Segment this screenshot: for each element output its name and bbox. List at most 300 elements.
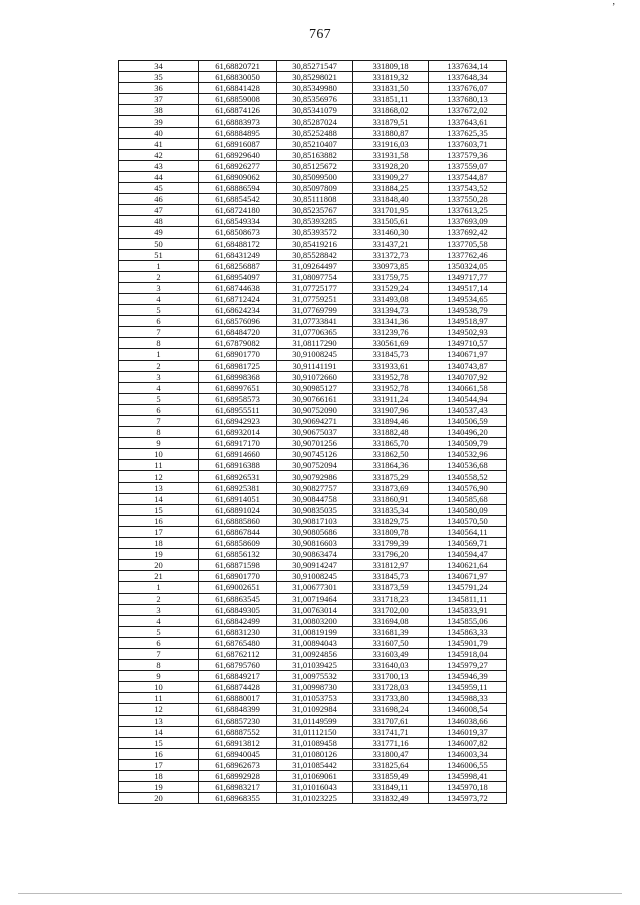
longitude-cell: 30,90985127 [277,382,353,393]
y-coordinate-cell: 1340496,20 [429,427,507,438]
point-number-cell: 2 [119,271,199,282]
latitude-cell: 61,69002651 [199,582,277,593]
latitude-cell: 61,68256887 [199,260,277,271]
longitude-cell: 31,00819199 [277,626,353,637]
corner-mark: ’ [612,2,616,13]
point-number-cell: 16 [119,748,199,759]
longitude-cell: 30,85252488 [277,127,353,138]
latitude-cell: 61,68842499 [199,615,277,626]
y-coordinate-cell: 1345863,33 [429,626,507,637]
latitude-cell: 61,68887552 [199,726,277,737]
point-number-cell: 19 [119,549,199,560]
table-row [119,349,507,360]
table-row [119,404,507,415]
latitude-cell: 61,68871598 [199,560,277,571]
x-coordinate-cell: 331694,08 [353,615,429,626]
point-number-cell: 51 [119,249,199,260]
point-number-cell: 6 [119,404,199,415]
x-coordinate-cell: 331864,36 [353,460,429,471]
latitude-cell: 61,68795760 [199,660,277,671]
x-coordinate-cell: 331505,61 [353,216,429,227]
latitude-cell: 61,68932014 [199,427,277,438]
y-coordinate-cell: 1340558,52 [429,471,507,482]
point-number-cell: 1 [119,582,199,593]
longitude-cell: 30,90745126 [277,449,353,460]
y-coordinate-cell: 1337579,36 [429,149,507,160]
point-number-cell: 13 [119,715,199,726]
latitude-cell: 61,68831230 [199,626,277,637]
table-row [119,526,507,537]
x-coordinate-cell: 331759,75 [353,271,429,282]
x-coordinate-cell: 331701,95 [353,205,429,216]
latitude-cell: 61,68841428 [199,83,277,94]
y-coordinate-cell: 1349518,97 [429,316,507,327]
x-coordinate-cell: 331952,78 [353,371,429,382]
longitude-cell: 31,07769799 [277,305,353,316]
x-coordinate-cell: 331529,24 [353,282,429,293]
y-coordinate-cell: 1340661,58 [429,382,507,393]
table-row [119,127,507,138]
y-coordinate-cell: 1337625,35 [429,127,507,138]
latitude-cell: 61,68431249 [199,249,277,260]
table-row [119,460,507,471]
latitude-cell: 61,68891024 [199,504,277,515]
longitude-cell: 31,01112150 [277,726,353,737]
latitude-cell: 61,68883973 [199,116,277,127]
y-coordinate-cell: 1337693,09 [429,216,507,227]
point-number-cell: 16 [119,515,199,526]
longitude-cell: 30,85356976 [277,94,353,105]
x-coordinate-cell: 331707,61 [353,715,429,726]
x-coordinate-cell: 331952,78 [353,382,429,393]
table-row [119,72,507,83]
latitude-cell: 61,68762112 [199,648,277,659]
point-number-cell: 7 [119,416,199,427]
table-row [119,371,507,382]
table-row [119,216,507,227]
x-coordinate-cell: 331771,16 [353,737,429,748]
point-number-cell: 43 [119,160,199,171]
point-number-cell: 44 [119,171,199,182]
latitude-cell: 61,68914660 [199,449,277,460]
longitude-cell: 30,90752094 [277,460,353,471]
y-coordinate-cell: 1345811,11 [429,593,507,604]
table-row [119,593,507,604]
longitude-cell: 30,90914247 [277,560,353,571]
latitude-cell: 61,68968355 [199,793,277,804]
table-row [119,637,507,648]
latitude-cell: 61,68981725 [199,360,277,371]
point-number-cell: 20 [119,560,199,571]
y-coordinate-cell: 1340537,43 [429,404,507,415]
table-row [119,360,507,371]
x-coordinate-cell: 331868,02 [353,105,429,116]
table-row [119,782,507,793]
y-coordinate-cell: 1337613,25 [429,205,507,216]
longitude-cell: 30,90844758 [277,493,353,504]
y-coordinate-cell: 1337762,46 [429,249,507,260]
longitude-cell: 30,91008245 [277,571,353,582]
coordinates-table-body [119,61,507,804]
point-number-cell: 41 [119,138,199,149]
x-coordinate-cell: 331880,87 [353,127,429,138]
latitude-cell: 61,68712424 [199,293,277,304]
point-number-cell: 14 [119,726,199,737]
x-coordinate-cell: 331873,69 [353,482,429,493]
latitude-cell: 61,68848399 [199,704,277,715]
table-row [119,205,507,216]
point-number-cell: 11 [119,693,199,704]
y-coordinate-cell: 1340707,92 [429,371,507,382]
y-coordinate-cell: 1349710,57 [429,338,507,349]
x-coordinate-cell: 331607,50 [353,637,429,648]
point-number-cell: 1 [119,349,199,360]
y-coordinate-cell: 1340506,59 [429,416,507,427]
latitude-cell: 61,68992928 [199,771,277,782]
latitude-cell: 61,68942923 [199,416,277,427]
longitude-cell: 30,85210407 [277,138,353,149]
y-coordinate-cell: 1337544,87 [429,171,507,182]
latitude-cell: 61,68576096 [199,316,277,327]
latitude-cell: 61,68917170 [199,438,277,449]
y-coordinate-cell: 1340569,71 [429,538,507,549]
x-coordinate-cell: 331718,23 [353,593,429,604]
latitude-cell: 61,68916388 [199,460,277,471]
y-coordinate-cell: 1337550,28 [429,194,507,205]
latitude-cell: 61,68724180 [199,205,277,216]
point-number-cell: 49 [119,227,199,238]
table-row [119,438,507,449]
latitude-cell: 61,68885860 [199,515,277,526]
latitude-cell: 61,68820721 [199,61,277,72]
longitude-cell: 31,01092984 [277,704,353,715]
latitude-cell: 61,68867844 [199,526,277,537]
point-number-cell: 47 [119,205,199,216]
longitude-cell: 30,91141191 [277,360,353,371]
x-coordinate-cell: 331733,80 [353,693,429,704]
y-coordinate-cell: 1340621,64 [429,560,507,571]
x-coordinate-cell: 331372,73 [353,249,429,260]
table-row [119,338,507,349]
longitude-cell: 30,90827757 [277,482,353,493]
longitude-cell: 31,00975532 [277,671,353,682]
x-coordinate-cell: 331239,76 [353,327,429,338]
latitude-cell: 61,68624234 [199,305,277,316]
longitude-cell: 30,85341079 [277,105,353,116]
longitude-cell: 31,08097754 [277,271,353,282]
longitude-cell: 30,85125672 [277,160,353,171]
x-coordinate-cell: 331865,70 [353,438,429,449]
table-row [119,549,507,560]
y-coordinate-cell: 1349517,14 [429,282,507,293]
point-number-cell: 4 [119,615,199,626]
point-number-cell: 2 [119,593,199,604]
longitude-cell: 31,00803200 [277,615,353,626]
y-coordinate-cell: 1337705,58 [429,238,507,249]
point-number-cell: 18 [119,771,199,782]
latitude-cell: 61,68929640 [199,149,277,160]
longitude-cell: 31,01069061 [277,771,353,782]
latitude-cell: 61,68958573 [199,393,277,404]
table-row [119,83,507,94]
longitude-cell: 31,00924856 [277,648,353,659]
x-coordinate-cell: 331700,13 [353,671,429,682]
longitude-cell: 30,85528842 [277,249,353,260]
x-coordinate-cell: 331819,32 [353,72,429,83]
point-number-cell: 9 [119,438,199,449]
y-coordinate-cell: 1349534,65 [429,293,507,304]
latitude-cell: 61,68940045 [199,748,277,759]
latitude-cell: 61,68909062 [199,171,277,182]
x-coordinate-cell: 331809,18 [353,61,429,72]
point-number-cell: 3 [119,282,199,293]
table-row [119,449,507,460]
latitude-cell: 61,68549334 [199,216,277,227]
point-number-cell: 35 [119,72,199,83]
y-coordinate-cell: 1345833,91 [429,604,507,615]
y-coordinate-cell: 1345970,18 [429,782,507,793]
point-number-cell: 20 [119,793,199,804]
y-coordinate-cell: 1349538,79 [429,305,507,316]
x-coordinate-cell: 331928,20 [353,160,429,171]
y-coordinate-cell: 1340594,47 [429,549,507,560]
y-coordinate-cell: 1346006,55 [429,759,507,770]
table-row [119,149,507,160]
table-row [119,282,507,293]
latitude-cell: 61,68983217 [199,782,277,793]
table-row [119,105,507,116]
table-row [119,305,507,316]
latitude-cell: 61,68997651 [199,382,277,393]
point-number-cell: 6 [119,316,199,327]
y-coordinate-cell: 1340536,68 [429,460,507,471]
latitude-cell: 61,68913812 [199,737,277,748]
longitude-cell: 30,90752090 [277,404,353,415]
latitude-cell: 61,68884895 [199,127,277,138]
table-row [119,737,507,748]
y-coordinate-cell: 1346038,66 [429,715,507,726]
x-coordinate-cell: 331437,21 [353,238,429,249]
point-number-cell: 12 [119,471,199,482]
longitude-cell: 31,07706365 [277,327,353,338]
latitude-cell: 61,68858609 [199,538,277,549]
y-coordinate-cell: 1345998,41 [429,771,507,782]
table-row [119,615,507,626]
table-row [119,771,507,782]
table-row [119,94,507,105]
x-coordinate-cell: 331800,47 [353,748,429,759]
table-row [119,748,507,759]
y-coordinate-cell: 1349717,77 [429,271,507,282]
x-coordinate-cell: 331879,51 [353,116,429,127]
x-coordinate-cell: 330973,85 [353,260,429,271]
x-coordinate-cell: 331796,20 [353,549,429,560]
point-number-cell: 11 [119,460,199,471]
table-row [119,504,507,515]
y-coordinate-cell: 1340743,87 [429,360,507,371]
y-coordinate-cell: 1337559,07 [429,160,507,171]
y-coordinate-cell: 1340576,90 [429,482,507,493]
table-row [119,327,507,338]
point-number-cell: 34 [119,61,199,72]
point-number-cell: 6 [119,637,199,648]
x-coordinate-cell: 331809,78 [353,526,429,537]
table-row [119,393,507,404]
y-coordinate-cell: 1345959,11 [429,682,507,693]
longitude-cell: 31,01080126 [277,748,353,759]
point-number-cell: 39 [119,116,199,127]
y-coordinate-cell: 1340580,09 [429,504,507,515]
longitude-cell: 31,01023225 [277,793,353,804]
table-row [119,660,507,671]
table-row [119,560,507,571]
point-number-cell: 36 [119,83,199,94]
point-number-cell: 15 [119,737,199,748]
longitude-cell: 31,07725177 [277,282,353,293]
y-coordinate-cell: 1337603,71 [429,138,507,149]
x-coordinate-cell: 331909,27 [353,171,429,182]
x-coordinate-cell: 331845,73 [353,571,429,582]
coordinates-table [118,60,507,804]
y-coordinate-cell: 1345855,06 [429,615,507,626]
x-coordinate-cell: 331916,03 [353,138,429,149]
page-number: 767 [309,27,331,42]
longitude-cell: 31,01089458 [277,737,353,748]
point-number-cell: 4 [119,382,199,393]
latitude-cell: 61,67879082 [199,338,277,349]
point-number-cell: 13 [119,482,199,493]
latitude-cell: 61,68880017 [199,693,277,704]
longitude-cell: 30,85287024 [277,116,353,127]
longitude-cell: 31,01149599 [277,715,353,726]
latitude-cell: 61,68925381 [199,482,277,493]
table-row [119,626,507,637]
table-row [119,704,507,715]
latitude-cell: 61,68955511 [199,404,277,415]
y-coordinate-cell: 1337643,61 [429,116,507,127]
point-number-cell: 8 [119,427,199,438]
longitude-cell: 31,01053753 [277,693,353,704]
y-coordinate-cell: 1337680,13 [429,94,507,105]
point-number-cell: 46 [119,194,199,205]
latitude-cell: 61,68901770 [199,571,277,582]
x-coordinate-cell: 331875,29 [353,471,429,482]
longitude-cell: 30,85349980 [277,83,353,94]
point-number-cell: 12 [119,704,199,715]
point-number-cell: 18 [119,538,199,549]
x-coordinate-cell: 331860,91 [353,493,429,504]
latitude-cell: 61,68863545 [199,593,277,604]
longitude-cell: 30,90817103 [277,515,353,526]
x-coordinate-cell: 331831,50 [353,83,429,94]
table-row [119,183,507,194]
longitude-cell: 30,85163882 [277,149,353,160]
y-coordinate-cell: 1345973,72 [429,793,507,804]
table-row [119,759,507,770]
table-row [119,171,507,182]
longitude-cell: 30,85271547 [277,61,353,72]
point-number-cell: 45 [119,183,199,194]
x-coordinate-cell: 331681,39 [353,626,429,637]
table-row [119,715,507,726]
point-number-cell: 5 [119,305,199,316]
table-row [119,138,507,149]
table-row [119,493,507,504]
point-number-cell: 4 [119,293,199,304]
y-coordinate-cell: 1340671,97 [429,349,507,360]
latitude-cell: 61,68484720 [199,327,277,338]
longitude-cell: 30,85235767 [277,205,353,216]
y-coordinate-cell: 1345979,27 [429,660,507,671]
y-coordinate-cell: 1346003,34 [429,748,507,759]
x-coordinate-cell: 331812,97 [353,560,429,571]
longitude-cell: 30,85419216 [277,238,353,249]
latitude-cell: 61,68830050 [199,72,277,83]
latitude-cell: 61,68857230 [199,715,277,726]
point-number-cell: 48 [119,216,199,227]
longitude-cell: 30,90863474 [277,549,353,560]
point-number-cell: 7 [119,327,199,338]
y-coordinate-cell: 1346019,37 [429,726,507,737]
point-number-cell: 10 [119,682,199,693]
point-number-cell: 1 [119,260,199,271]
y-coordinate-cell: 1349502,93 [429,327,507,338]
longitude-cell: 31,00719464 [277,593,353,604]
longitude-cell: 31,07733841 [277,316,353,327]
table-row [119,194,507,205]
y-coordinate-cell: 1350324,05 [429,260,507,271]
table-row [119,482,507,493]
point-number-cell: 14 [119,493,199,504]
x-coordinate-cell: 331907,96 [353,404,429,415]
x-coordinate-cell: 331835,34 [353,504,429,515]
latitude-cell: 61,68849305 [199,604,277,615]
latitude-cell: 61,68508673 [199,227,277,238]
y-coordinate-cell: 1340544,94 [429,393,507,404]
x-coordinate-cell: 331603,49 [353,648,429,659]
x-coordinate-cell: 331799,39 [353,538,429,549]
table-row [119,515,507,526]
x-coordinate-cell: 331741,71 [353,726,429,737]
longitude-cell: 30,85298021 [277,72,353,83]
longitude-cell: 30,90835035 [277,504,353,515]
latitude-cell: 61,68916087 [199,138,277,149]
point-number-cell: 21 [119,571,199,582]
table-row [119,249,507,260]
latitude-cell: 61,68914051 [199,493,277,504]
table-row [119,271,507,282]
table-row [119,316,507,327]
table-row [119,416,507,427]
point-number-cell: 37 [119,94,199,105]
x-coordinate-cell: 331825,64 [353,759,429,770]
y-coordinate-cell: 1340564,11 [429,526,507,537]
latitude-cell: 61,68488172 [199,238,277,249]
x-coordinate-cell: 331882,48 [353,427,429,438]
x-coordinate-cell: 330561,69 [353,338,429,349]
latitude-cell: 61,68849217 [199,671,277,682]
y-coordinate-cell: 1340532,96 [429,449,507,460]
table-row [119,160,507,171]
y-coordinate-cell: 1337676,07 [429,83,507,94]
latitude-cell: 61,68874428 [199,682,277,693]
table-row [119,227,507,238]
x-coordinate-cell: 331640,03 [353,660,429,671]
x-coordinate-cell: 331832,49 [353,793,429,804]
longitude-cell: 31,07759251 [277,293,353,304]
longitude-cell: 30,90766161 [277,393,353,404]
longitude-cell: 31,00763014 [277,604,353,615]
